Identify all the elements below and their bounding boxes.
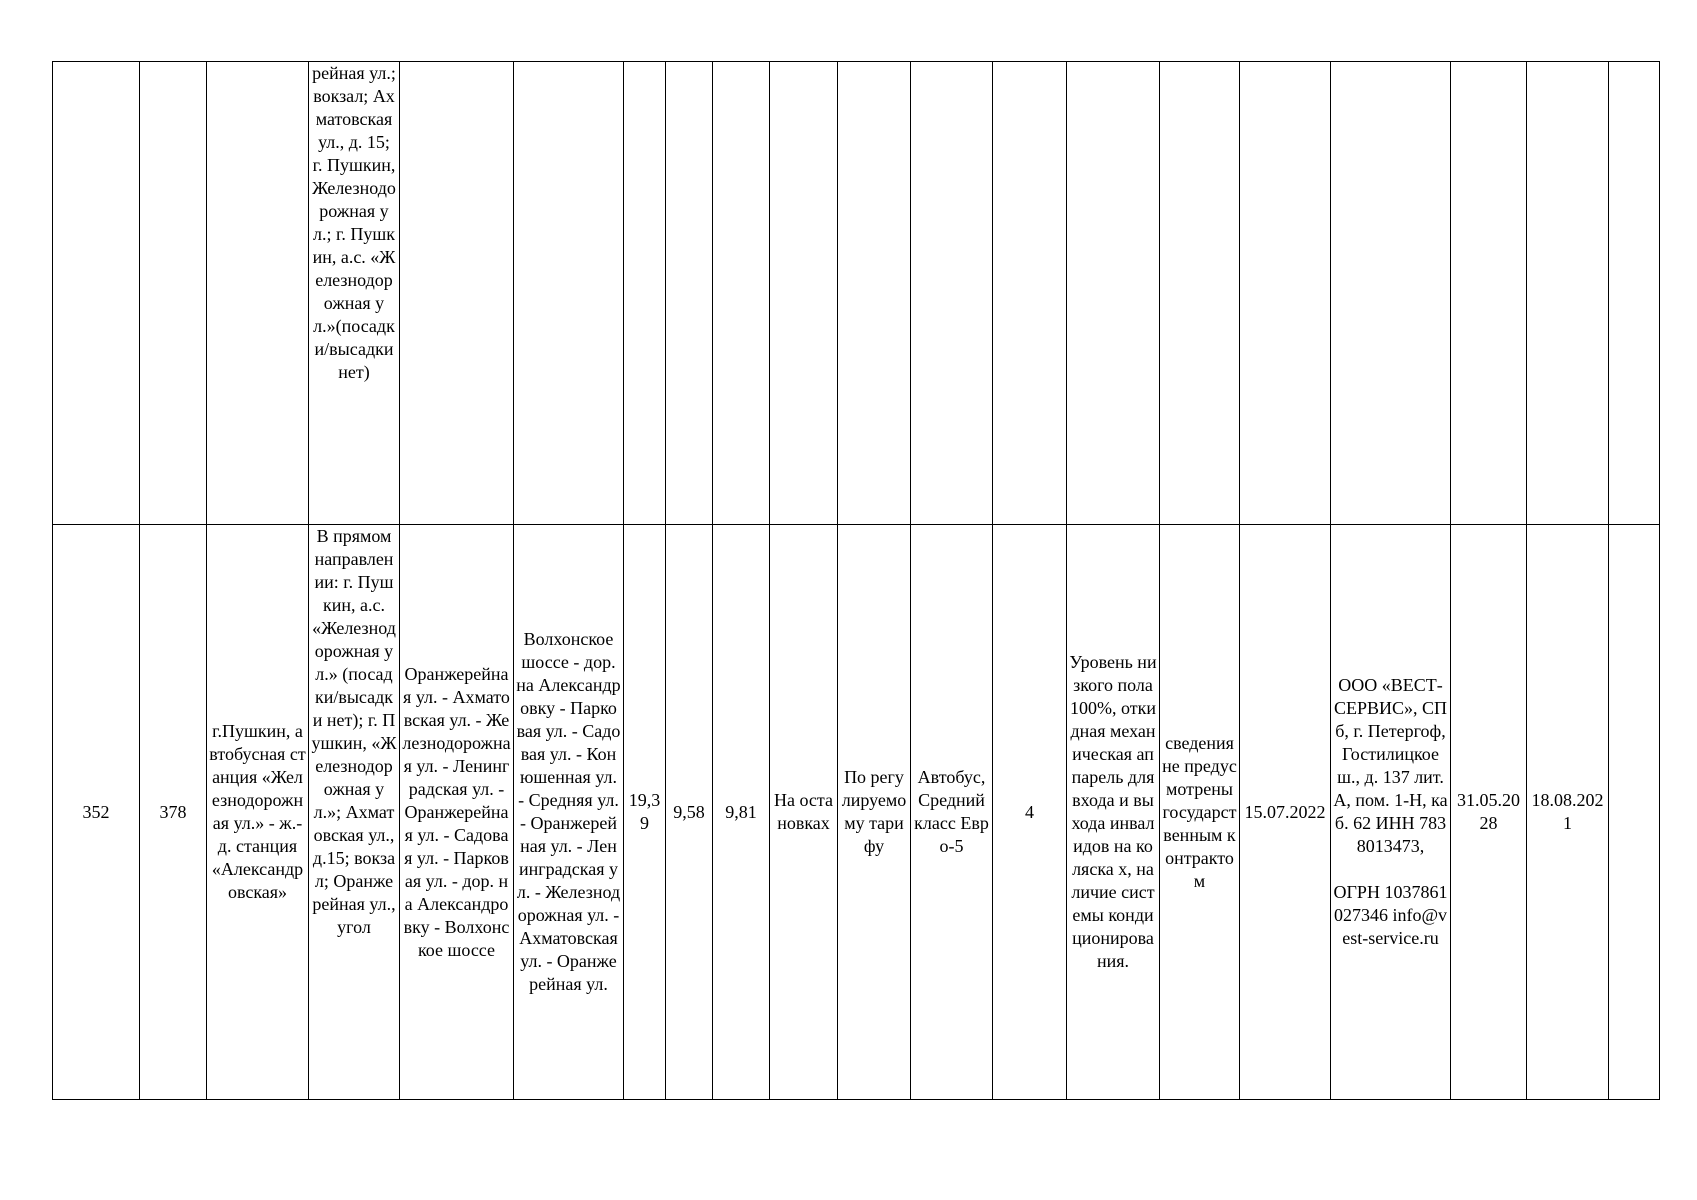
cell-empty [1331,62,1451,525]
cell-route-number: 378 [140,525,207,1100]
route-registry-table [52,61,1660,1100]
cell-date-start: 15.07.2022 [1240,525,1331,1100]
cell-empty [53,62,140,525]
cell-empty [770,62,838,525]
cell-empty [911,62,993,525]
cell-route-name: г.Пушкин, автобусная станция «Железнодорожная ул.» - ж.-д. станция «Александровская» [207,525,309,1100]
cell-empty [1527,62,1609,525]
cell-streets-forward: Оранжерейная ул. - Ахматовская ул. - Железнодорожная ул. - Ленинградская ул. - Оранжерейная ул. - Садовая ул. - Парковая ул. - дор. на Александровку - Волхонское шоссе [400,525,514,1100]
cell-empty [1067,62,1160,525]
cell-vehicle-count: 4 [993,525,1067,1100]
cell-vehicle-type: Автобус, Средний класс Евро-5 [911,525,993,1100]
cell-empty [624,62,666,525]
cell-streets-backward: Волхонское шоссе - дор. на Александровку - Парковая ул. - Садовая ул. - Конюшенная ул. - Средняя ул. - Оранжерейная ул. - Ленинградская ул. - Железнодорожная ул. - Ахматовская ул. - Оранжерейная ул. [514,525,624,1100]
cell-carrier: ООО «ВЕСТ-СЕРВИС», СПб, г. Петергоф, Гостилицкое ш., д. 137 лит. А, пом. 1-Н, каб. 62 ИНН 7838013473, ОГРН 1037861027346 info@vest-service.ru [1331,525,1451,1100]
cell-empty [207,62,309,525]
cell-extra [1609,525,1660,1100]
cell-date-registered: 18.08.2021 [1527,525,1609,1100]
cell-empty [1240,62,1331,525]
cell-stops-continued: рейная ул.; вокзал; Ахматовская ул., д. 15; г. Пушкин, Железнодорожная ул.; г. Пушкин, а.с. «Железнодорожная ул.»(посадки/высадки нет) [309,62,400,525]
cell-length-forward: 9,58 [666,525,713,1100]
cell-length-backward: 9,81 [713,525,770,1100]
cell-empty [400,62,514,525]
cell-empty [1160,62,1240,525]
table-row-previous [53,62,1660,525]
cell-contract-info: сведения не предусмотрены государственным контрактом [1160,525,1240,1100]
cell-boarding-order: На остановках [770,525,838,1100]
cell-empty [1451,62,1527,525]
cell-empty [666,62,713,525]
cell-empty [713,62,770,525]
cell-reg-number: 352 [53,525,140,1100]
cell-stops-forward: В прямом направлении: г. Пушкин, а.с. «Железнодорожная ул.» (посадки/высадки нет); г. Пушкин, «Железнодорожная ул.»; Ахматовская ул., д.15; вокзал; Оранжерейная ул., угол [309,525,400,1100]
cell-date-end: 31.05.2028 [1451,525,1527,1100]
cell-empty [838,62,911,525]
cell-length-total: 19,39 [624,525,666,1100]
cell-empty [140,62,207,525]
table-row-route-378 [53,525,1660,1100]
cell-empty [993,62,1067,525]
cell-vehicle-features: Уровень низкого пола 100%, откидная механическая аппарель для входа и выхода инвалидов на коляска х, наличие системы кондиционирования. [1067,525,1160,1100]
cell-empty [514,62,624,525]
cell-empty [1609,62,1660,525]
cell-tariff-type: По регулируемому тарифу [838,525,911,1100]
